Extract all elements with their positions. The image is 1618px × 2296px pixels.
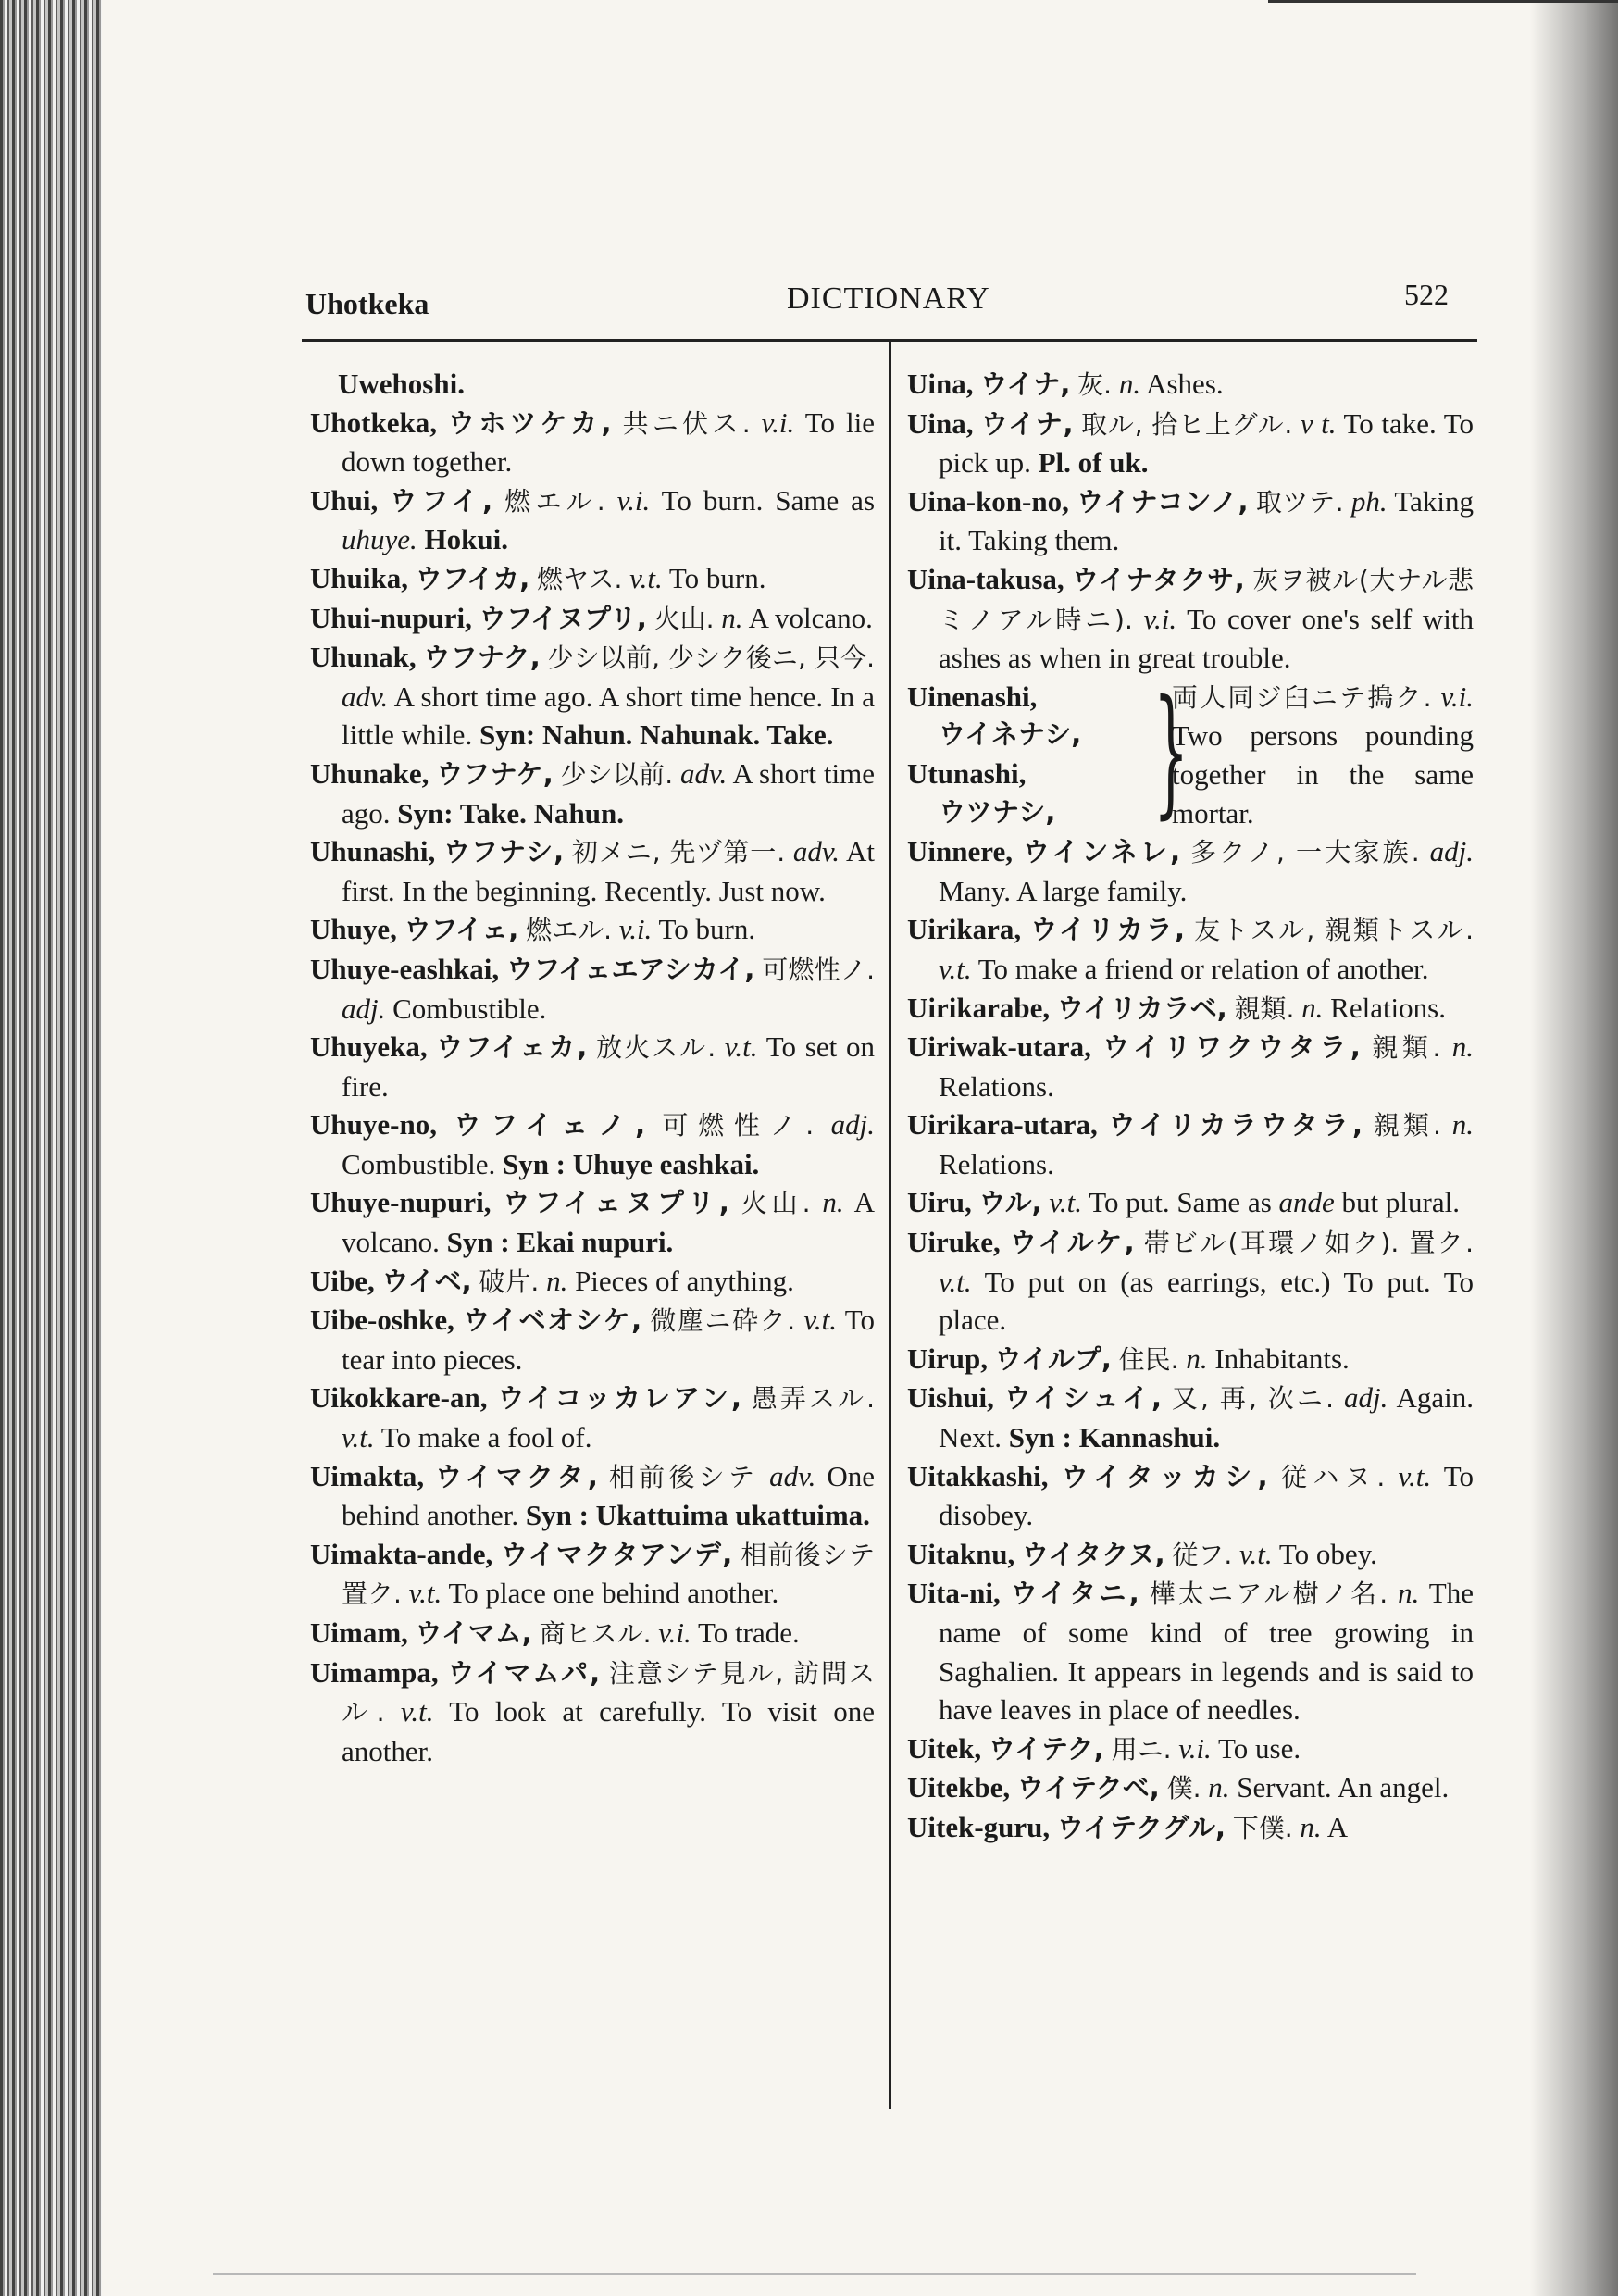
entry-pos: v.t. — [803, 1304, 837, 1337]
entry-synonym: Hokui. — [424, 523, 508, 556]
entry-definition: To burn. — [668, 561, 766, 594]
entry-pos: v.t. — [1239, 1537, 1273, 1570]
entry-definition: To make a friend or relation of another. — [977, 952, 1429, 985]
dictionary-entry — [310, 1535, 875, 1614]
entry-katakana: ウイマム, — [415, 1617, 532, 1649]
entry-definition: To trade. — [698, 1616, 800, 1649]
dictionary-entry — [907, 1028, 1474, 1105]
entry-headword: Uitaknu, — [907, 1537, 1015, 1570]
entry-pos: ph. — [1350, 484, 1388, 518]
entry-katakana: ウイベ, — [381, 1265, 472, 1297]
entry-gloss: 両人同ジ臼ニテ搗ク. — [1172, 681, 1432, 713]
entry-gloss: 取ル, 拾ヒ上グル. — [1081, 408, 1293, 440]
entry-gloss: 親類. — [1372, 1032, 1441, 1064]
entry-headword: Utunashi, — [907, 756, 1027, 790]
entry-pos: v.i. — [616, 483, 651, 517]
entry-definition: Relations. — [939, 1147, 1054, 1180]
entry-pos: adj. — [1343, 1381, 1388, 1415]
dictionary-entry — [907, 482, 1474, 560]
dictionary-entry — [907, 405, 1474, 482]
entry-definition: A short time ago. A short time hence. In a little while. — [342, 680, 875, 752]
entry-pos: n. — [1451, 1108, 1475, 1142]
entry-headword: Uitekbe, — [907, 1771, 1011, 1804]
entry-katakana: ウフイェエアシカイ, — [506, 953, 755, 985]
dictionary-entry — [310, 1653, 875, 1771]
entry-pos: n. — [1186, 1341, 1208, 1375]
entry-definition: The name of some kind of tree growing in Saghalien. It appears in legends and is said to have leaves in place of needles. — [939, 1577, 1474, 1727]
grouped-entry — [907, 670, 1475, 832]
entry-gloss: 僕. — [1166, 1773, 1201, 1804]
entry-definition: Again. Next. — [939, 1381, 1475, 1454]
dictionary-entry — [338, 365, 875, 404]
entry-headword: Uhui-nupuri, — [310, 601, 472, 634]
entry-headword: Uhuye-nupuri, — [310, 1186, 492, 1219]
entry-gloss: 親類. — [1373, 1110, 1441, 1142]
entry-gloss: 火山. — [653, 603, 715, 634]
entry-gloss: 灰. — [1077, 369, 1113, 400]
entry-headword: Uitek, — [907, 1731, 982, 1765]
entry-pos: v.i. — [1143, 602, 1177, 635]
entry-katakana: ウイタニ, — [1010, 1578, 1139, 1610]
entry-gloss: 取ツテ. — [1255, 486, 1344, 518]
entry-pos: v.i. — [658, 1616, 691, 1649]
entry-headword: Uhunak, — [310, 641, 417, 674]
entry-headword: Uhunake, — [310, 756, 429, 790]
entry-definition: To burn. — [658, 913, 756, 946]
entry-gloss: 共ニ伏ス. — [622, 407, 751, 439]
grouped-definition — [1172, 678, 1474, 832]
dictionary-entry — [907, 365, 1474, 405]
entry-definition: To disobey. — [939, 1459, 1475, 1532]
entry-katakana: ウイテクグル, — [1056, 1811, 1226, 1843]
entry-definition: To lie down together. — [342, 406, 875, 479]
dictionary-entry — [310, 481, 875, 559]
entry-pos: n. — [1300, 1810, 1322, 1843]
entry-definition: A short time ago. — [342, 756, 876, 830]
entry-pos: adj. — [342, 992, 386, 1025]
entry-katakana: ウフイェヌプリ, — [503, 1187, 729, 1219]
dictionary-entry — [310, 1301, 875, 1379]
dictionary-entry — [907, 832, 1474, 910]
entry-headword: Uwehoshi. — [338, 368, 465, 400]
entry-pos: v.i. — [1440, 680, 1475, 713]
brace-icon: } — [1153, 670, 1189, 832]
entry-headword: Uimakta-ande, — [310, 1537, 493, 1570]
entry-katakana: ウインネレ, — [1022, 836, 1181, 868]
entry-synonym: Syn : Ekai nupuri. — [446, 1226, 674, 1259]
entry-pos: n. — [1451, 1030, 1475, 1064]
entry-reference: uhuye. — [342, 523, 417, 556]
entry-headword: Uina, — [907, 368, 974, 400]
entry-definition: A — [1326, 1810, 1349, 1843]
entry-katakana: ウフナシ, — [442, 836, 565, 868]
dictionary-entry — [907, 1574, 1474, 1728]
entry-definition: To place one behind another. — [448, 1577, 779, 1610]
entry-katakana: ウイテクベ, — [1016, 1772, 1160, 1804]
entry-headword: Uimampa, — [310, 1655, 439, 1689]
entry-katakana: ウフイェノ, — [454, 1109, 646, 1142]
entry-katakana: ウイネナシ, — [939, 718, 1082, 751]
entry-gloss: 相前後シテ置ク. — [342, 1539, 876, 1610]
entry-definition: Two persons pounding together in the same mortar. — [1172, 719, 1474, 830]
dictionary-entry — [310, 1028, 875, 1105]
entry-pos: n. — [1208, 1771, 1230, 1804]
page-number: 522 — [1404, 278, 1449, 311]
entry-pos: n. — [721, 601, 743, 634]
entry-headword: Uhuika, — [310, 561, 408, 594]
entry-katakana: ウイナタクサ, — [1072, 563, 1245, 595]
entry-definition: Combustible. — [342, 1147, 496, 1180]
entry-katakana: ウイタッカシ, — [1061, 1460, 1268, 1492]
entry-pos: v.t. — [1049, 1186, 1082, 1219]
entry-synonym: Pl. of uk. — [1038, 446, 1149, 480]
dictionary-entry — [310, 1183, 875, 1261]
entry-definition: To cover one's self with ashes as when in great trouble. — [939, 602, 1474, 675]
entry-headword: Uiriwak-utara, — [907, 1030, 1091, 1064]
dictionary-entry — [310, 1614, 875, 1653]
entry-gloss: 少シ以前, 少シク後ニ, 只今. — [547, 643, 875, 674]
entry-headword: Uhuye, — [310, 913, 397, 946]
dictionary-entry — [310, 1262, 875, 1302]
entry-katakana: ウホツケカ, — [447, 406, 612, 439]
entry-definition: A volcano. — [748, 601, 873, 634]
entry-katakana: ウフイェ, — [404, 914, 519, 946]
entry-gloss: 火山. — [741, 1188, 811, 1219]
entry-definition: At first. In the beginning. Recently. Just now. — [342, 835, 876, 907]
dictionary-entry — [310, 638, 875, 755]
entry-definition: Many. A large family. — [939, 874, 1188, 907]
entry-pos: n. — [1398, 1577, 1420, 1610]
entry-gloss: 従ハヌ. — [1280, 1461, 1386, 1492]
entry-synonym: Syn : Kannashui. — [1008, 1421, 1221, 1454]
entry-definition: To look at carefully. To visit one another. — [342, 1695, 875, 1767]
entry-gloss: 相前後シテ — [608, 1461, 759, 1492]
column-divider — [889, 341, 891, 2109]
entry-pos: n. — [1301, 991, 1324, 1024]
entry-gloss: 親類. — [1234, 992, 1295, 1024]
dictionary-entry — [907, 1223, 1474, 1340]
entry-headword: Uita-ni, — [907, 1577, 1001, 1610]
entry-definition: To put. Same as — [1089, 1186, 1272, 1219]
entry-katakana: ウフナク, — [423, 642, 541, 674]
entry-pos: adv. — [342, 680, 389, 713]
entry-headword: Uimam, — [310, 1616, 408, 1649]
entry-headword: Uinnere, — [907, 835, 1013, 868]
entry-katakana: ウイマムパ, — [447, 1656, 601, 1689]
entry-katakana: ウイベオシケ, — [463, 1304, 642, 1337]
entry-headword: Uishui, — [907, 1381, 994, 1415]
entry-definition: A volcano. — [342, 1186, 876, 1259]
entry-katakana: ウイナ, — [981, 407, 1074, 440]
entry-katakana: ウイナコンノ, — [1077, 485, 1249, 518]
entry-katakana: ウイテク, — [988, 1732, 1104, 1765]
entry-gloss: 多クノ, 一大家族. — [1190, 837, 1420, 868]
entry-gloss: 友トスル, 親類トスル. — [1194, 915, 1474, 946]
top-edge-line — [1268, 0, 1618, 3]
entry-headword: Uhotkeka, — [310, 406, 437, 439]
entry-definition: One behind another. — [342, 1459, 876, 1532]
entry-pos: v.t. — [342, 1421, 375, 1454]
running-head-title: DICTIONARY — [787, 281, 990, 316]
entry-pos: adj. — [1429, 835, 1474, 868]
entry-synonym: Syn: Nahun. Nahunak. Take. — [479, 718, 834, 752]
dictionary-entry — [310, 599, 875, 639]
entry-pos: adv. — [769, 1459, 816, 1492]
dictionary-entry — [907, 1105, 1474, 1183]
dictionary-entry — [907, 560, 1474, 678]
entry-katakana: ウイコッカレアン, — [497, 1382, 742, 1415]
entry-headword: Uibe-oshke, — [310, 1304, 454, 1337]
entry-gloss: 燃ヤス. — [537, 563, 623, 594]
entry-definition: To take. To pick up. — [939, 406, 1474, 480]
entry-definition: Relations. — [939, 1069, 1054, 1103]
entry-definition: Inhabitants. — [1214, 1341, 1350, 1375]
entry-gloss: 少シ以前. — [560, 758, 674, 790]
entry-gloss: 帯ビル(耳環ノ如ク). 置ク. — [1143, 1228, 1474, 1259]
entry-gloss: 用ニ. — [1111, 1733, 1172, 1765]
entry-headword: Uina, — [907, 406, 974, 440]
entry-katakana: ウイリカラベ, — [1056, 992, 1227, 1024]
entry-katakana: ウツナシ, — [939, 795, 1056, 828]
entry-pos: v.i. — [618, 913, 653, 946]
entry-katakana: ウイリカラウタラ, — [1108, 1109, 1363, 1142]
entry-pos: adj. — [830, 1108, 875, 1142]
entry-definition: To make a fool of. — [380, 1421, 592, 1454]
entry-synonym: Syn: Take. Nahun. — [397, 796, 624, 830]
entry-katakana: ウイリワクウタラ, — [1102, 1031, 1361, 1064]
entry-gloss: 下僕. — [1232, 1812, 1293, 1843]
page-edge-shadow — [1530, 0, 1618, 2296]
entry-headword: Uina-takusa, — [907, 562, 1064, 595]
entry-headword: Uhuye-eashkai, — [310, 952, 500, 985]
entry-definition: Combustible. — [392, 992, 547, 1025]
entry-pos: adv. — [680, 756, 728, 790]
entry-katakana: ウイルケ, — [1009, 1227, 1135, 1259]
entry-pos: v.t. — [939, 952, 972, 985]
dictionary-entry — [907, 1808, 1474, 1848]
entry-pos: v.t. — [724, 1030, 758, 1064]
entry-pos: n. — [546, 1264, 568, 1297]
entry-headword: Uikokkare-an, — [310, 1381, 488, 1415]
dictionary-entry — [907, 1729, 1474, 1769]
entry-gloss: 灰ヲ被ル(大ナル悲ミノアル時ニ). — [939, 564, 1475, 635]
dictionary-entry — [310, 910, 875, 950]
entry-gloss: 微塵ニ砕ク. — [650, 1305, 796, 1337]
entry-definition: To put on (as earrings, etc.) To put. To place. — [939, 1265, 1474, 1337]
entry-gloss: 燃エル. — [526, 915, 612, 946]
dictionary-entry — [907, 1768, 1474, 1808]
entry-reference: ande — [1278, 1186, 1335, 1219]
entry-katakana: ウイマクタ, — [435, 1460, 598, 1492]
entry-katakana: ウイタクヌ, — [1022, 1538, 1165, 1570]
dictionary-entry — [310, 1379, 875, 1456]
entry-headword: Uirikarabe, — [907, 991, 1051, 1024]
entry-headword: Uitakkashi, — [907, 1459, 1049, 1492]
entry-gloss: 注意シテ見ル, 訪問スル. — [342, 1657, 876, 1728]
page-header — [305, 278, 1449, 333]
entry-definition-continued: but plural. — [1341, 1186, 1460, 1219]
left-column — [310, 365, 875, 1770]
entry-headword: Uirikara-utara, — [907, 1108, 1098, 1142]
entry-katakana: ウフイ, — [390, 484, 493, 517]
grouped-headwords — [907, 678, 1148, 832]
entry-headword: Uhuye-no, — [310, 1108, 437, 1142]
entry-headword: Uinenashi, — [907, 680, 1038, 713]
entry-gloss: 住民. — [1118, 1343, 1179, 1375]
dictionary-entry — [310, 1105, 875, 1183]
entry-gloss: 初メニ, 先ヅ第一. — [571, 837, 786, 868]
entry-synonym: Syn : Ukattuima ukattuima. — [525, 1499, 870, 1532]
entry-definition: Taking it. Taking them. — [939, 484, 1475, 557]
entry-katakana: ウフイェカ, — [436, 1031, 588, 1064]
entry-headword: Uhunashi, — [310, 835, 436, 868]
running-head-left: Uhotkeka — [305, 287, 429, 320]
entry-pos: v t. — [1300, 406, 1337, 440]
entry-synonym: Syn : Uhuye eashkai. — [502, 1147, 760, 1180]
dictionary-entry — [310, 559, 875, 599]
entry-katakana: ウル, — [978, 1187, 1042, 1219]
entry-pos: adv. — [792, 835, 840, 868]
dictionary-entry — [907, 1340, 1474, 1379]
entry-pos: v.i. — [761, 406, 795, 439]
entry-gloss: 又, 再, 次ニ. — [1171, 1383, 1335, 1415]
dictionary-entry — [907, 1457, 1474, 1535]
entry-definition: To burn. Same as — [661, 483, 876, 517]
dictionary-entry — [907, 989, 1474, 1029]
dictionary-entry — [310, 755, 875, 832]
dictionary-entry — [907, 1183, 1474, 1223]
entry-pos: n. — [1118, 368, 1141, 400]
entry-gloss: 従フ. — [1172, 1539, 1233, 1570]
entry-pos: v.t. — [1398, 1459, 1432, 1492]
entry-definition: To use. — [1218, 1731, 1301, 1765]
entry-pos: v.t. — [400, 1695, 434, 1728]
dictionary-entry — [907, 910, 1474, 988]
entry-definition: Servant. An angel. — [1237, 1771, 1450, 1804]
entry-gloss: 放火スル. — [596, 1032, 716, 1064]
entry-pos: v.i. — [1178, 1731, 1212, 1765]
entry-headword: Uina-kon-no, — [907, 484, 1069, 518]
entry-definition: To obey. — [1278, 1537, 1377, 1570]
entry-gloss: 可燃性ノ. — [762, 954, 875, 985]
entry-headword: Uibe, — [310, 1264, 375, 1297]
entry-definition: Pieces of anything. — [575, 1264, 794, 1297]
entry-headword: Uiru, — [907, 1186, 972, 1219]
entry-pos: n. — [822, 1186, 844, 1219]
entry-katakana: ウイマクタアンデ, — [501, 1538, 733, 1570]
entry-headword: Uitek-guru, — [907, 1810, 1051, 1843]
entry-katakana: ウフイカ, — [415, 562, 530, 594]
entry-headword: Uiruke, — [907, 1226, 1001, 1259]
dictionary-entry — [310, 950, 875, 1028]
entry-gloss: 破片. — [479, 1266, 540, 1297]
entry-gloss: 商ヒスル. — [539, 1618, 652, 1649]
entry-definition: To tear into pieces. — [342, 1304, 876, 1376]
entry-katakana: ウイリカラ, — [1030, 914, 1185, 946]
dictionary-entry — [310, 1457, 875, 1535]
entry-katakana: ウイルプ, — [994, 1342, 1112, 1375]
entry-headword: Uhui, — [310, 483, 379, 517]
entry-gloss: 可燃性ノ. — [662, 1110, 815, 1142]
dictionary-entry — [907, 1379, 1474, 1456]
entry-headword: Uimakta, — [310, 1459, 425, 1492]
entry-gloss: 愚弄スル. — [751, 1383, 876, 1415]
entry-pos: v.t. — [939, 1265, 972, 1298]
entry-definition: Relations. — [1330, 991, 1446, 1024]
entry-pos: v.t. — [629, 561, 663, 594]
entry-definition: To set on fire. — [342, 1030, 876, 1103]
dictionary-entry — [907, 1535, 1474, 1575]
entry-headword: Uhuyeka, — [310, 1030, 428, 1064]
entry-gloss: 燃エル. — [504, 485, 605, 517]
entry-pos: v.t. — [408, 1577, 442, 1610]
entry-headword: Uirup, — [907, 1341, 988, 1375]
entry-gloss: 樺太ニアル樹ノ名. — [1149, 1578, 1388, 1610]
entry-headword: Uirikara, — [907, 913, 1022, 946]
entry-katakana: ウイナ, — [980, 368, 1071, 400]
bottom-edge-line — [213, 2273, 1416, 2275]
dictionary-entry — [310, 832, 875, 910]
entry-katakana: ウフイヌプリ, — [479, 602, 647, 634]
entry-katakana: ウイシュイ, — [1003, 1382, 1162, 1415]
book-binding-edge — [0, 0, 102, 2296]
dictionary-entry — [310, 404, 875, 481]
right-column — [907, 365, 1474, 1848]
entry-definition: Ashes. — [1146, 368, 1224, 400]
entry-katakana: ウフナケ, — [436, 757, 554, 790]
